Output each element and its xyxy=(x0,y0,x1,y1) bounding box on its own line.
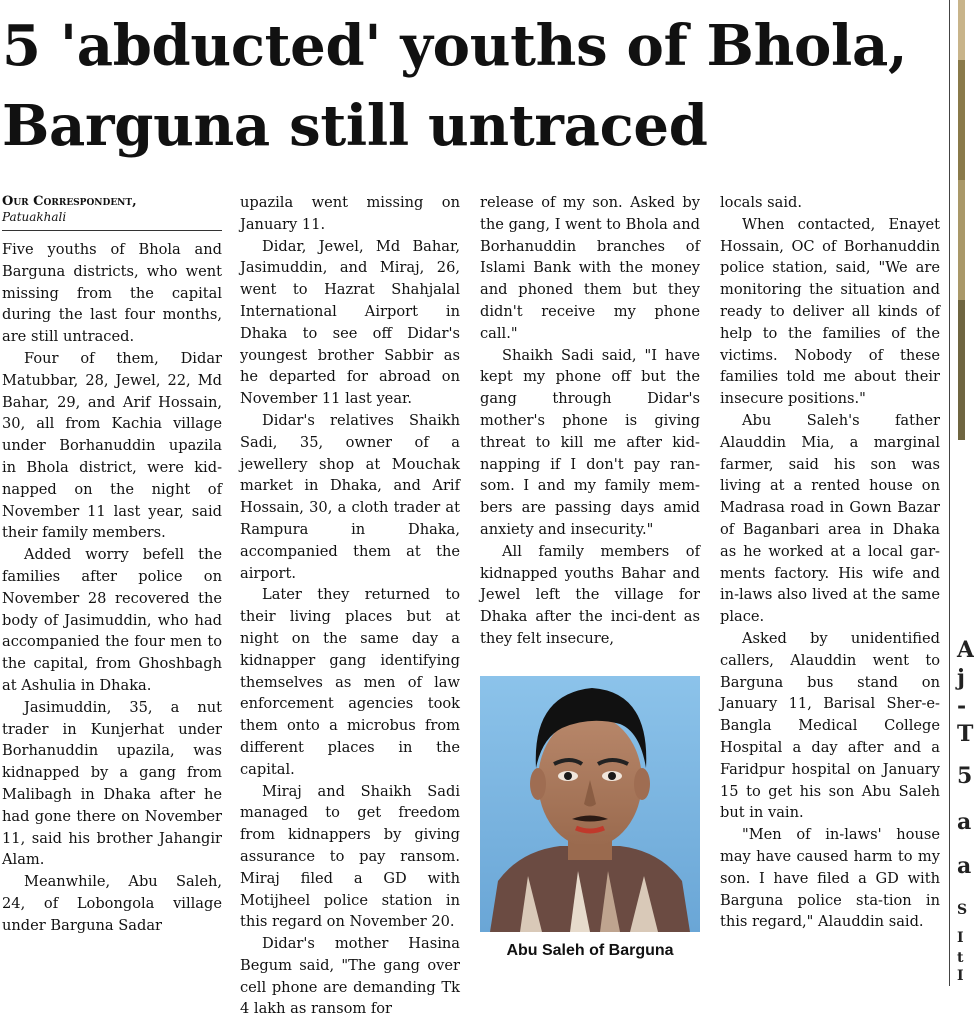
paragraph: When contacted, Enayet Hossain, OC of Borhanuddin police station, said, "We are monitoring the situation and ready to deliver all kinds of help to the families of the victims. Nobody of these families told me about their insecure positions." xyxy=(720,215,940,408)
paragraph: Miraj and Shaikh Sadi managed to get freedom from kidnappers by giving assurance to pay ransom. Miraj filed a GD with Motijheel police station in this regard on November 20. xyxy=(240,782,460,931)
paragraph: Added worry befell the families after police on November 28 recovered the body of Jasimuddin, who had accompanied the four men to the capital, from Ghoshbagh at Ashulia in Dhaka. xyxy=(2,546,222,694)
article-column-4 xyxy=(720,192,940,978)
byline-divider xyxy=(2,230,222,231)
paragraph: release of my son. Asked by the gang, I went to Bhola and Borhanuddin branches of Islami Bank with the money and phoned them but they didn't receive my phone call." xyxy=(480,194,700,342)
byline-location: Patuakhali xyxy=(2,210,67,224)
paragraph: Asked by unidentified callers, Alauddin went to Barguna bus stand on January 11, Barisal Sher-e-Bangla Medical College Hospital a day after and a Faridpur hospital on January 15 to get his son Abu Saleh but in vain. xyxy=(720,629,940,822)
page-edge-rule xyxy=(949,0,950,986)
adjacent-text-fragment: S xyxy=(957,902,968,918)
adjacent-text-fragment: a xyxy=(957,853,972,879)
byline-author: Our Correspondent, xyxy=(2,194,137,209)
paragraph: Four of them, Didar Matubbar, 28, Jewel, 22, Md Bahar, 29, and Arif Hossain, 30, all from Kachia village under Borhanuddin upazila in Bhola district, were kid-napped on the night of November 11 last year, said their family members. xyxy=(2,349,222,542)
paragraph: upazila went missing on January 11. xyxy=(240,194,460,233)
adjacent-text-fragment: I xyxy=(957,930,964,946)
paragraph: Abu Saleh's father Alauddin Mia, a marginal farmer, said his son was living at a rented house on Madrasa road in Gown Bazar of Baganbari area in Dhaka as he worked at a local gar-ments factory. His wife and in-laws also lived at the same place. xyxy=(720,411,940,626)
adjacent-text-fragment: j xyxy=(957,665,965,691)
paragraph: Shaikh Sadi said, "I have kept my phone off but the gang through Didar's mother's phone is giving threat to kill me after kid-napping if I don't pay ran-som. I and my family mem-bers are passing days amid anxiety and insecurity." xyxy=(480,346,700,538)
paragraph: All family members of kidnapped youths Bahar and Jewel left the village for Dhaka after the inci-dent as they felt insecure, xyxy=(480,542,700,647)
adjacent-text-fragment: T xyxy=(957,721,974,747)
paragraph: "Men of in-laws' house may have caused harm to my son. I have filed a GD with Barguna police sta-tion in this regard," Alauddin said. xyxy=(720,826,940,931)
headline xyxy=(2,6,947,166)
paragraph: Meanwhile, Abu Saleh, 24, of Lobongola village under Barguna Sadar xyxy=(2,873,222,934)
adjacent-text-fragment: A xyxy=(957,637,974,663)
paragraph: Didar, Jewel, Md Bahar, Jasimuddin, and Miraj, 26, went to Hazrat Shahjalal International Airport in Dhaka to see off Didar's youngest brother Sabbir as he departed for abroad on November 11 last year. xyxy=(240,237,460,408)
adjacent-photo-strip xyxy=(957,0,974,986)
portrait-photo xyxy=(480,676,700,932)
portrait-image xyxy=(480,676,700,932)
adjacent-text-fragment: I xyxy=(957,968,964,984)
paragraph: Jasimuddin, 35, a nut trader in Kunjerhat under Borhanuddin upazila, was kidnapped by a gang from Malibagh in Dhaka after he had gone there on November 11, said his brother Jahangir Alam. xyxy=(2,698,222,869)
headline-line-1: 5 'abducted' youths of Bhola, xyxy=(2,13,908,79)
adjacent-text-fragment: 5 xyxy=(957,763,973,789)
paragraph: Didar's mother Hasina Begum said, "The gang over cell phone are demanding Tk 4 lakh as ransom for xyxy=(240,935,460,1018)
headline-line-2: Barguna still untraced xyxy=(2,93,708,159)
adjacent-text-fragment: t xyxy=(957,950,964,966)
article-column-3 xyxy=(480,192,700,662)
article-column-2 xyxy=(240,192,460,1018)
paragraph: locals said. xyxy=(720,194,802,211)
article-column-1 xyxy=(2,192,222,978)
photo-caption: Abu Saleh of Barguna xyxy=(506,942,674,959)
paragraph: Didar's relatives Shaikh Sadi, 35, owner of a jewellery shop at Mouchak market in Dhaka, and Arif Hossain, 30, a cloth trader at Rampura in Dhaka, accompanied them at the airport. xyxy=(240,411,460,582)
adjacent-text-fragment: a xyxy=(957,809,972,835)
paragraph: Later they returned to their living places but at night on the same day a kidnapper gang identifying themselves as men of law enforcement agencies took them onto a microbus from different places in the capital. xyxy=(240,586,460,778)
paragraph: Five youths of Bhola and Barguna districts, who went missing from the capital during the last four months, are still untraced. xyxy=(2,241,222,346)
adjacent-text-fragment: - xyxy=(957,693,967,719)
